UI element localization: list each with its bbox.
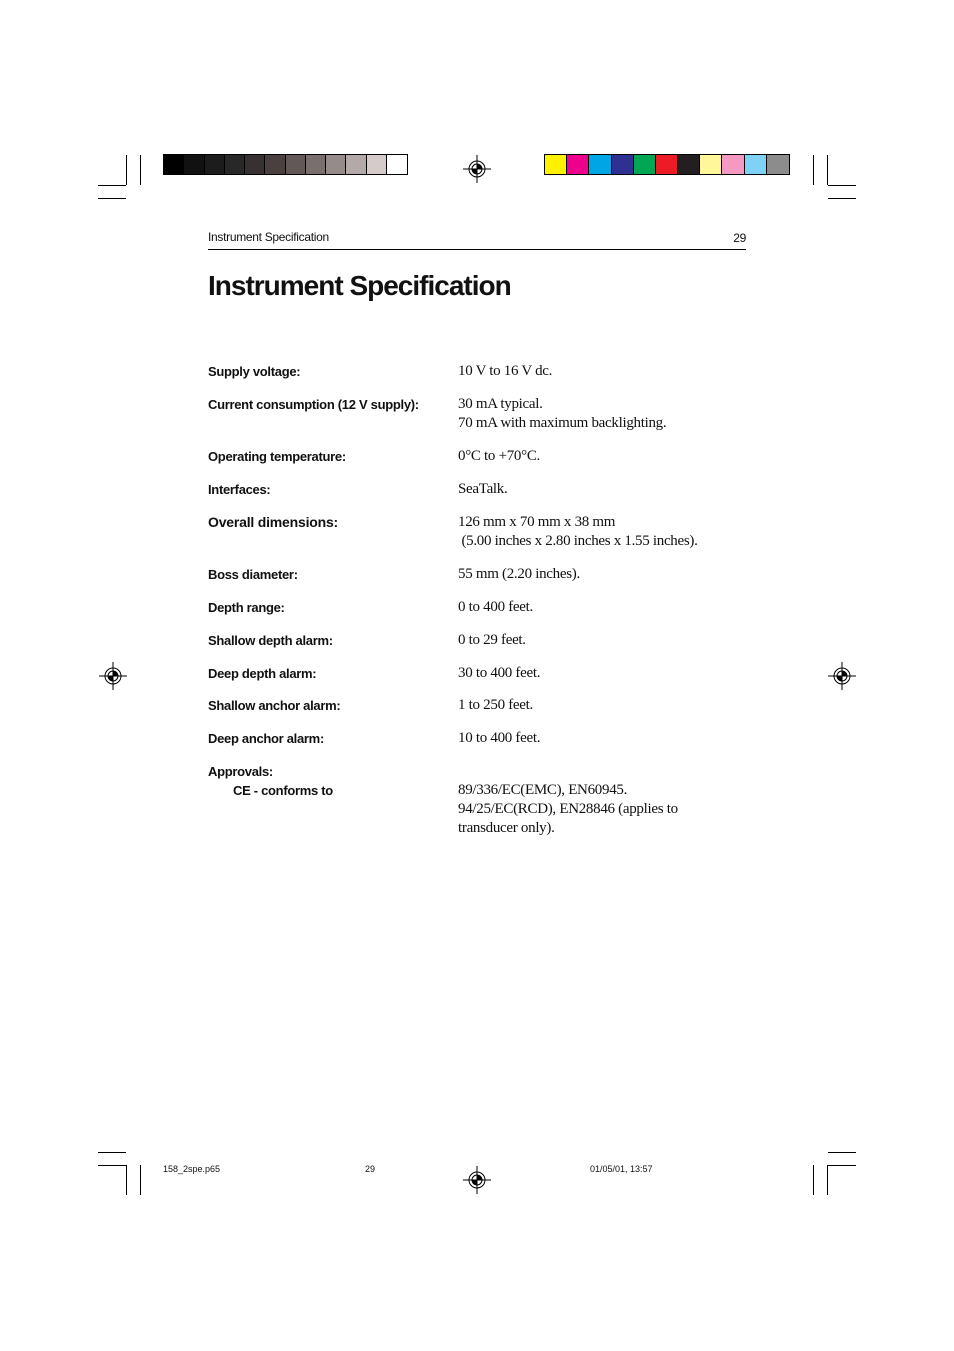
spec-label: Supply voltage: [208, 364, 301, 379]
footer-page: 29 [365, 1164, 376, 1174]
color-swatch [767, 155, 789, 174]
spec-value [458, 362, 552, 381]
spec-value-line: 10 V to 16 V dc. [458, 363, 553, 379]
spec-value-line: 126 mm x 70 mm x 38 mm [458, 514, 616, 530]
spec-value-line: 0°C to +70°C. [458, 448, 540, 464]
spec-label: Deep depth alarm: [208, 666, 317, 681]
color-swatch [306, 155, 326, 174]
spec-value [458, 395, 666, 433]
spec-label: Current consumption (12 V supply): [208, 397, 419, 412]
spec-value-line: 70 mA with maximum backlighting. [458, 415, 667, 431]
grayscale-calibration-bar [163, 154, 408, 175]
color-calibration-bar [544, 154, 790, 175]
color-swatch [700, 155, 722, 174]
running-head [208, 229, 746, 250]
spec-value-line: 0 to 29 feet. [458, 632, 526, 648]
page-title: Instrument Specification [208, 270, 511, 301]
spec-label: Approvals: [208, 764, 273, 779]
spec-value-line: 89/336/EC(EMC), EN60945. [458, 782, 628, 798]
spec-value [458, 696, 533, 715]
spec-label: Boss diameter: [208, 567, 298, 582]
spec-label: Deep anchor alarm: [208, 731, 324, 746]
spec-value-line: 30 to 400 feet. [458, 665, 541, 681]
footer-filename: 158_2spe.p65 [163, 1164, 221, 1174]
color-swatch [326, 155, 346, 174]
color-swatch [567, 155, 589, 174]
spec-value-line: transducer only). [458, 820, 555, 836]
color-swatch [745, 155, 767, 174]
color-swatch [184, 155, 204, 174]
color-swatch [245, 155, 265, 174]
spec-value-line: 55 mm (2.20 inches). [458, 566, 580, 582]
color-swatch [678, 155, 700, 174]
color-swatch [164, 155, 184, 174]
spec-value [458, 664, 540, 683]
color-swatch [225, 155, 245, 174]
registration-mark-icon [463, 1166, 491, 1194]
spec-value-line: 10 to 400 feet. [458, 730, 541, 746]
footer-timestamp: 01/05/01, 13:57 [590, 1164, 653, 1174]
registration-mark-icon [828, 662, 856, 690]
spec-value-line: 30 mA typical. [458, 396, 543, 412]
spec-value [458, 598, 533, 617]
color-swatch [387, 155, 407, 174]
color-swatch [286, 155, 306, 174]
spec-value-line: 94/25/EC(RCD), EN28846 (applies to [458, 801, 678, 817]
spec-value [458, 513, 698, 551]
registration-mark-icon [463, 155, 491, 183]
spec-value-line: 1 to 250 feet. [458, 697, 533, 713]
spec-value [458, 631, 526, 650]
color-swatch [205, 155, 225, 174]
color-swatch [612, 155, 634, 174]
spec-label: Depth range: [208, 600, 285, 615]
color-swatch [656, 155, 678, 174]
color-swatch [545, 155, 567, 174]
color-swatch [367, 155, 387, 174]
registration-mark-icon [99, 662, 127, 690]
spec-sublabel: CE - conforms to [233, 783, 333, 798]
running-title: Instrument Specification [208, 230, 329, 244]
spec-value [458, 447, 540, 466]
page-number: 29 [733, 231, 746, 245]
spec-label: Shallow depth alarm: [208, 633, 333, 648]
spec-value-line: 0 to 400 feet. [458, 599, 533, 615]
spec-value-line: (5.00 inches x 2.80 inches x 1.55 inches). [458, 533, 698, 549]
spec-value-line: SeaTalk. [458, 481, 508, 497]
spec-label: Operating temperature: [208, 449, 346, 464]
spec-label: Shallow anchor alarm: [208, 698, 341, 713]
color-swatch [634, 155, 656, 174]
spec-value [458, 729, 540, 748]
spec-value [458, 565, 580, 584]
color-swatch [722, 155, 744, 174]
color-swatch [589, 155, 611, 174]
spec-value [458, 781, 678, 838]
color-swatch [265, 155, 285, 174]
spec-label: Overall dimensions: [208, 514, 339, 530]
spec-label: Interfaces: [208, 482, 271, 497]
color-swatch [346, 155, 366, 174]
spec-value [458, 480, 507, 499]
